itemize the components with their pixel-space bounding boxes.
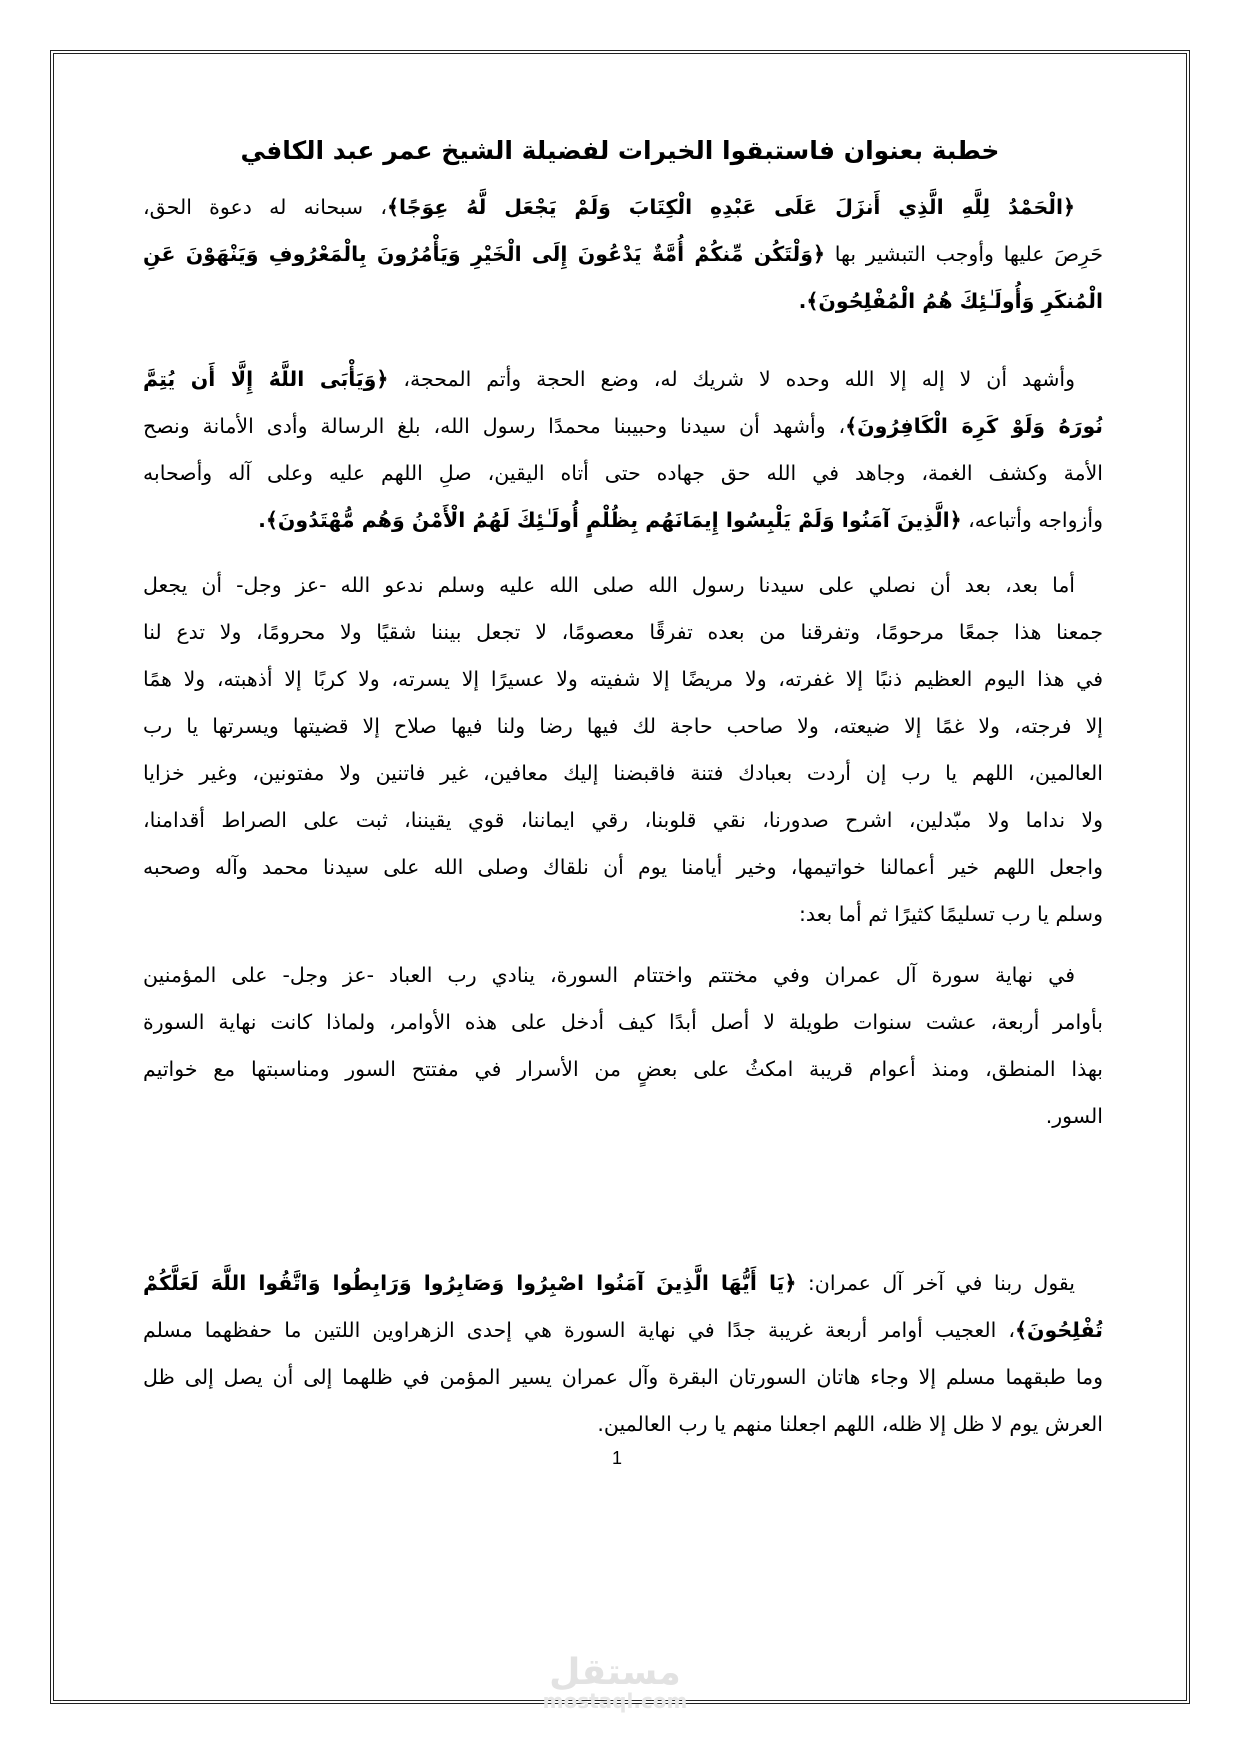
paragraph-4-line — [143, 960, 1103, 990]
body-text: بأوامر أربعة، عشت سنوات طويلة لا أصل أبدًا كيف أدخل على هذه الأوامر، ولماذا كانت نهاية السورة — [143, 1010, 1103, 1034]
body-text: أما بعد، بعد أن نصلي على سيدنا رسول الله صلى الله عليه وسلم ندعو الله -عز وجل- أن يجعل — [143, 573, 1075, 597]
quran-verse: ﴿وَيَأْبَى اللَّهُ إِلَّا أَن يُتِمَّ — [143, 367, 389, 391]
paragraph-5-line — [143, 1268, 1103, 1298]
body-text: وأشهد أن لا إله إلا الله وحده لا شريك له، وضع الحجة وأتم المحجة، — [388, 367, 1075, 391]
quran-verse: ﴿يَا أَيُّهَا الَّذِينَ آمَنُوا اصْبِرُوا وَصَابِرُوا وَرَابِطُوا وَاتَّقُوا اللَّهَ لَعَلَّكُمْ — [143, 1271, 797, 1295]
body-text: يقول ربنا في آخر آل عمران: — [796, 1271, 1075, 1295]
paragraph-3-line — [143, 711, 1103, 741]
body-text: وسلم يا رب تسليمًا كثيرًا ثم أما بعد: — [798, 902, 1103, 926]
paragraph-3-line — [143, 617, 1103, 647]
body-text: ولا نداما ولا مبّدلين، اشرح صدورنا، نقي قلوبنا، رقي ايماننا، قوي يقيننا، ثبت على الصراط أقدامنا، — [143, 808, 1103, 832]
paragraph-5-line — [143, 1409, 1103, 1439]
body-text: الأمة وكشف الغمة، وجاهد في الله حق جهاده حتى أتاه اليقين، صلِ اللهم عليه وعلى آله وأصحابه — [143, 461, 1103, 485]
watermark-logo — [540, 1652, 690, 1713]
paragraph-3-line — [143, 805, 1103, 835]
quran-verse: ﴿وَلْتَكُن مِّنكُمْ أُمَّةٌ يَدْعُونَ إِلَى الْخَيْرِ وَيَأْمُرُونَ بِالْمَعْرُوفِ وَيَنْهَوْنَ عَنِ — [143, 242, 825, 266]
paragraph-2-line — [143, 364, 1103, 394]
body-text: في نهاية سورة آل عمران وفي مختتم واختتام السورة، ينادي رب العباد -عز وجل- على المؤمنين — [143, 963, 1075, 987]
body-text: واجعل اللهم خير أعمالنا خواتيمها، وخير أيامنا يوم أن نلقاك وصلى الله على سيدنا محمد وآله وصحبه — [143, 855, 1103, 879]
body-text: العرش يوم لا ظل إلا ظله، اللهم اجعلنا منهم يا رب العالمين. — [597, 1412, 1103, 1436]
body-text: السور. — [1045, 1104, 1103, 1128]
body-text: وما طبقهما مسلم إلا وجاء هاتان السورتان البقرة وآل عمران يسير المؤمن في ظلهما إلى أن يصل إلى ظل — [143, 1365, 1103, 1389]
paragraph-2-line — [143, 411, 1103, 441]
body-text: بهذا المنطق، ومنذ أعوام قريبة امكثُ على بعضٍ من الأسرار في مفتتح السور ومناسبتها مع خواتيم — [143, 1057, 1103, 1081]
paragraph-5-line — [143, 1362, 1103, 1392]
paragraph-1-line — [143, 192, 1103, 222]
sermon-title: خطبة بعنوان فاستبقوا الخيرات لفضيلة الشيخ عمر عبد الكافي — [240, 136, 1000, 165]
quran-verse: نُورَهُ وَلَوْ كَرِهَ الْكَافِرُونَ﴾ — [845, 414, 1103, 438]
paragraph-3-line — [143, 899, 1103, 929]
body-text: ، سبحانه له دعوة الحق، — [143, 195, 387, 219]
quran-verse: تُفْلِحُونَ﴾ — [1015, 1318, 1103, 1342]
quran-verse: ﴿الَّذِينَ آمَنُوا وَلَمْ يَلْبِسُوا إِيمَانَهُم بِظُلْمٍ أُولَـٰئِكَ لَهُمُ الْأَمْنُ وَهُم مُّهْتَدُونَ﴾. — [258, 508, 962, 532]
paragraph-4-line — [143, 1054, 1103, 1084]
body-text: العالمين، اللهم يا رب إن أردت بعبادك فتنة فاقبضنا إليك معافين، غير فاتنين ولا مفتونين، وغير خزايا — [143, 761, 1103, 785]
watermark-latin: mostaql.com — [542, 1689, 688, 1713]
paragraph-3-line — [143, 570, 1103, 600]
paragraph-2-line — [143, 505, 1103, 535]
paragraph-4-line — [143, 1007, 1103, 1037]
paragraph-4-line — [143, 1101, 1103, 1131]
quran-verse: ﴿الْحَمْدُ لِلَّهِ الَّذِي أَنزَلَ عَلَى عَبْدِهِ الْكِتَابَ وَلَمْ يَجْعَل لَّهُ عِوَجًا﴾ — [386, 195, 1075, 219]
quran-verse: الْمُنكَرِ وَأُولَـٰئِكَ هُمُ الْمُفْلِحُونَ﴾. — [798, 289, 1103, 313]
paragraph-3-line — [143, 664, 1103, 694]
paragraph-3-line — [143, 852, 1103, 882]
body-text: حَرِصَ عليها وأوجب التبشير بها — [825, 242, 1103, 266]
paragraph-1-line — [143, 239, 1103, 269]
body-text: ، العجيب أوامر أربعة غريبة جدًا في نهاية السورة هي إحدى الزهراوين اللتين ما حفظهما مسلم — [143, 1318, 1016, 1342]
watermark-arabic: مستقل — [549, 1652, 681, 1693]
body-text: جمعنا هذا جمعًا مرحومًا، وتفرقنا من بعده تفرقًا معصومًا، لا تجعل بيننا شقيًا ولا محرومًا، ولا تدع لنا — [143, 620, 1103, 644]
paragraph-3-line — [143, 758, 1103, 788]
body-text: وأزواجه وأتباعه، — [961, 508, 1103, 532]
page-number: 1 — [612, 1448, 623, 1468]
paragraph-5-line — [143, 1315, 1103, 1345]
body-text: ، وأشهد أن سيدنا وحبيبنا محمدًا رسول الله، بلغ الرسالة وأدى الأمانة ونصح — [143, 414, 846, 438]
paragraph-1-line — [143, 286, 1103, 316]
paragraph-2-line — [143, 458, 1103, 488]
body-text: في هذا اليوم العظيم ذنبًا إلا غفرته، ولا مريضًا إلا شفيته ولا عسيرًا إلا يسرته، ولا كربًا إلا أذهبته، ولا همًا — [143, 667, 1103, 691]
body-text: إلا فرجته، ولا غمًا إلا ضيعته، ولا صاحب حاجة لك فيها رضا ولنا فيها صلاح إلا قضيتها ويسرتها يا رب — [143, 714, 1103, 738]
